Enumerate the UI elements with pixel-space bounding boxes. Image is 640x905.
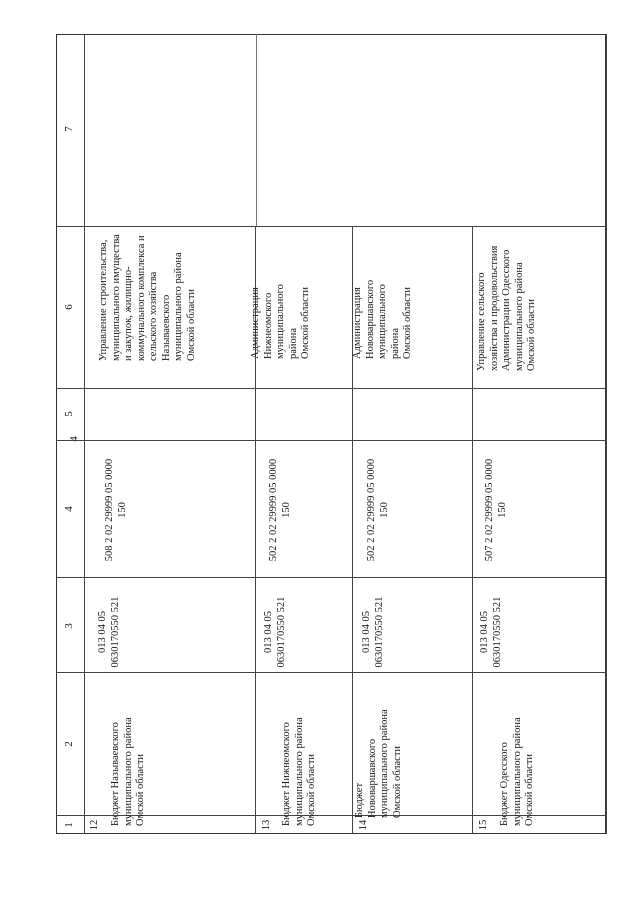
budget-cell: Бюджет Нововаршавского муниципального района Омской области [354,709,403,818]
row-divider [606,34,607,834]
administrator-cell: Управление строительства, муниципального имущества и закупок, жилищно- коммунального комплекса и сельского хозяйства Называевского муниципального района Омской области [98,234,197,361]
budget-cell: Бюджет Называевского муниципального района Омской области [110,717,146,826]
row-number: 12 [89,819,100,831]
budget-cell: Бюджет Нижнеомского муниципального района Омской области [281,717,317,826]
row-number: 15 [478,819,489,831]
row-divider [256,34,257,226]
row-divider [472,226,473,834]
administrator-cell: Администрация Нижнеомского муниципального района Омской области [250,284,311,359]
budget-cell: Бюджет Одесского муниципального района Омской области [499,717,535,826]
header-col-3: 3 [63,623,75,629]
header-col-7: 7 [63,126,75,132]
revenue-code-cell: 502 2 02 29999 05 0000 150 [366,458,390,562]
col-divider [56,440,606,441]
col-divider [56,672,606,673]
header-col-5: 5 [63,411,75,417]
administrator-cell: Администрация Нововаршавского муниципального района Омской области [352,279,413,359]
header-col-4: 4 [63,506,75,512]
row-number: 14 [358,819,369,831]
revenue-code-cell: 508 2 02 29999 05 0000 150 [104,458,128,562]
col-divider [56,577,606,578]
row-divider [84,34,85,834]
classification-code-cell: 013 04 05 0630170550 521 [361,596,385,668]
header-col-1: 1 [63,822,75,828]
revenue-code-cell: 502 2 02 29999 05 0000 150 [268,458,292,562]
header-col-2: 2 [63,741,75,747]
page-number: 4 [68,436,80,442]
col-divider [56,388,606,389]
header-col-6: 6 [63,304,75,310]
classification-code-cell: 013 04 05 0630170550 521 [479,596,503,668]
classification-code-cell: 013 04 05 0630170550 521 [263,596,287,668]
administrator-cell: Управление сельского хозяйства и продовольствия Администрации Одесского муниципального района Омской области [476,245,537,371]
revenue-code-cell: 507 2 02 29999 05 0000 150 [484,458,508,562]
classification-code-cell: 013 04 05 0630170550 521 [97,596,121,668]
row-number: 13 [261,819,272,831]
